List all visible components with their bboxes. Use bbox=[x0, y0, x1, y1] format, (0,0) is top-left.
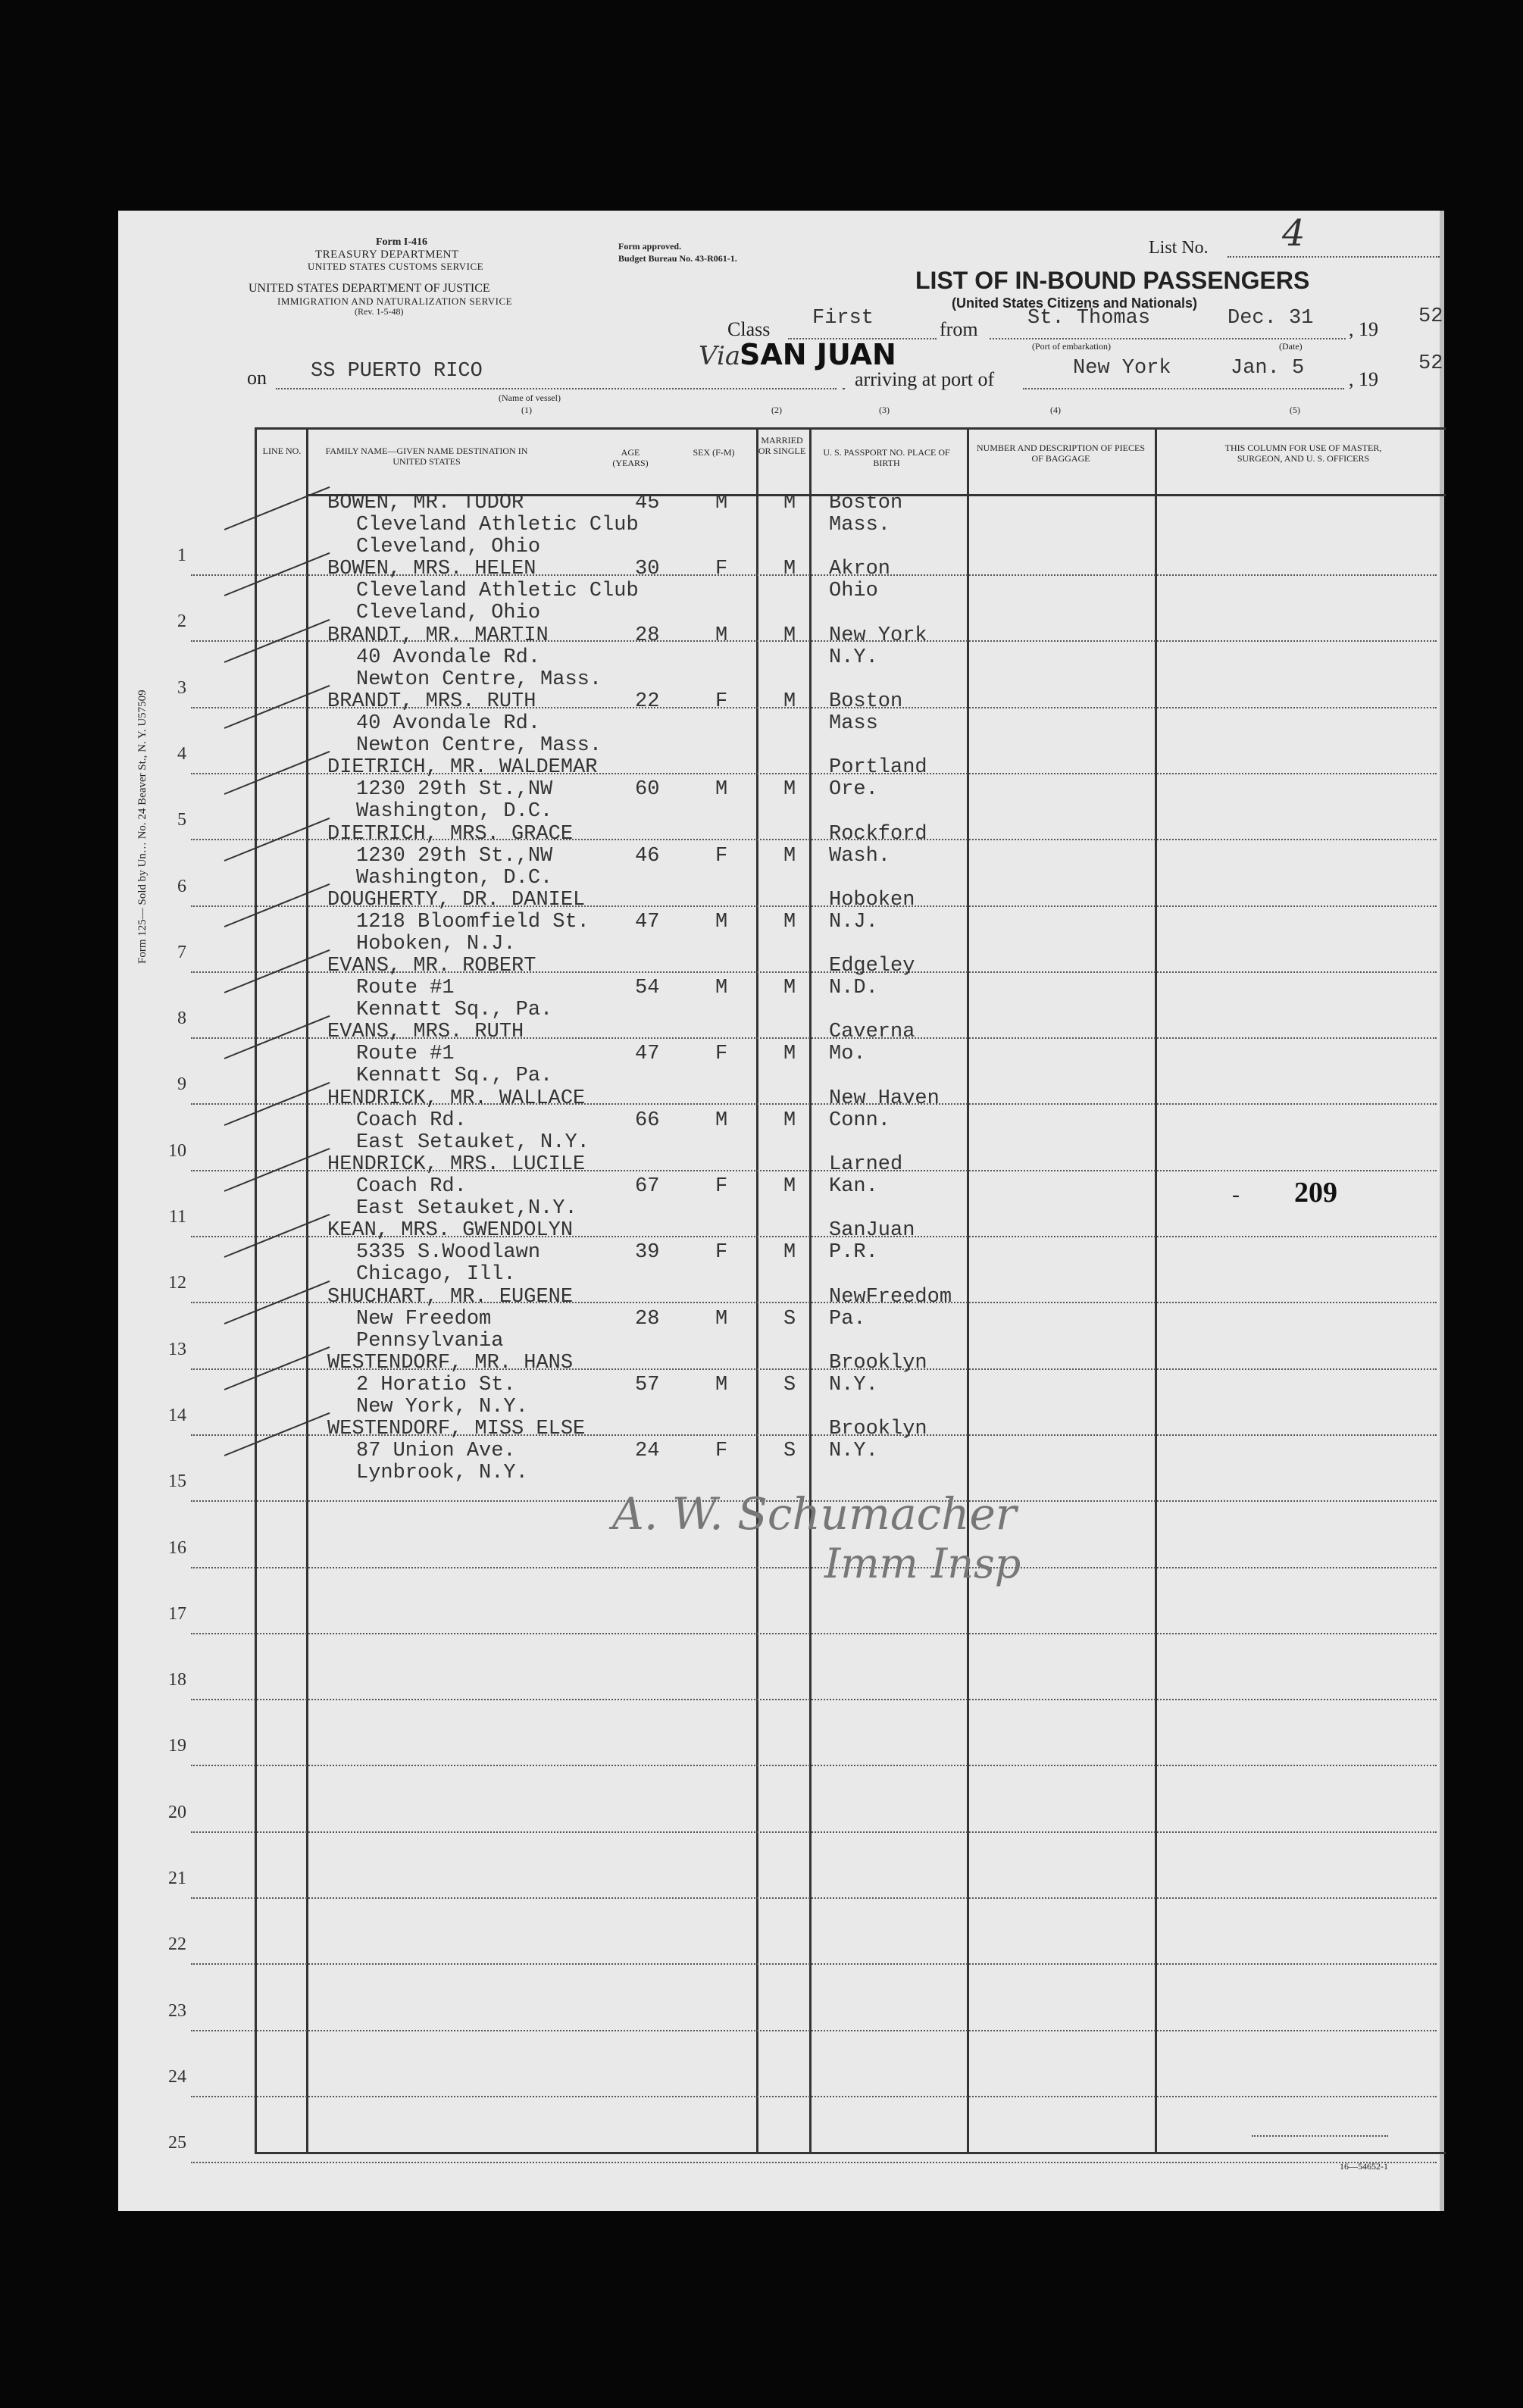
row-divider bbox=[191, 2030, 1437, 2031]
col-divider-officers bbox=[1155, 427, 1157, 2153]
footer-dots bbox=[1252, 2135, 1388, 2137]
line-number: 1 bbox=[177, 546, 186, 565]
passenger-age: 24 bbox=[635, 1440, 660, 1463]
arrival-year-prefix: , 19 bbox=[1349, 368, 1378, 390]
passenger-address-1: 5335 S.Woodlawn bbox=[356, 1241, 541, 1265]
col-divider-married bbox=[756, 427, 758, 2153]
passenger-name: HENDRICK, MRS. LUCILE bbox=[327, 1153, 586, 1176]
row-divider bbox=[191, 1831, 1437, 1833]
passenger-marital-status: M bbox=[783, 558, 796, 581]
class-value: First bbox=[812, 307, 874, 330]
vessel-dots bbox=[276, 388, 837, 389]
ins-service: IMMIGRATION AND NATURALIZATION SERVICE bbox=[277, 296, 513, 307]
passenger-sex: M bbox=[715, 910, 728, 933]
row-divider bbox=[191, 2096, 1437, 2097]
passenger-sex: M bbox=[715, 1109, 728, 1132]
passenger-address-2: Washington, D.C. bbox=[356, 866, 553, 890]
justice-department: UNITED STATES DEPARTMENT OF JUSTICE bbox=[249, 282, 490, 295]
line-number: 9 bbox=[177, 1074, 186, 1095]
col-header-line: LINE NO. bbox=[262, 446, 302, 456]
column-number-5: (5) bbox=[1290, 405, 1300, 415]
passenger-sex: M bbox=[715, 778, 728, 802]
line-number: 2 bbox=[177, 611, 186, 632]
vessel-caption: (Name of vessel) bbox=[499, 392, 561, 403]
from-label: from bbox=[940, 318, 978, 340]
san-juan-stamp: SAN JUAN bbox=[740, 338, 896, 371]
passenger-birthplace: New York bbox=[829, 624, 927, 647]
from-date: Dec. 31 bbox=[1227, 307, 1314, 330]
passenger-marital-status: S bbox=[783, 1373, 796, 1396]
table-top-border bbox=[255, 427, 1446, 430]
passenger-name: DIETRICH, MRS. GRACE bbox=[327, 822, 574, 846]
passenger-address-1: 2 Horatio St. bbox=[356, 1373, 516, 1396]
passenger-name: BRANDT, MRS. RUTH bbox=[327, 690, 536, 713]
arriving-label: arriving at port of bbox=[855, 368, 995, 390]
passenger-marital-status: M bbox=[783, 910, 796, 933]
passenger-birthplace: Akron bbox=[829, 558, 891, 581]
passenger-birthplace: Portland bbox=[829, 756, 927, 780]
passenger-address-1: Route #1 bbox=[356, 1043, 455, 1066]
passenger-marital-status: S bbox=[783, 1307, 796, 1331]
passenger-address-2: Kennatt Sq., Pa. bbox=[356, 999, 553, 1022]
passenger-age: 22 bbox=[635, 690, 660, 713]
line-number: 18 bbox=[168, 1670, 186, 1690]
port-embarkation-caption: (Port of embarkation) bbox=[1032, 341, 1111, 352]
passenger-name: BOWEN, MR. TUDOR bbox=[327, 492, 524, 514]
passenger-name: WESTENDORF, MR. HANS bbox=[327, 1351, 574, 1374]
line-number: 3 bbox=[177, 677, 186, 698]
passenger-name: SHUCHART, MR. EUGENE bbox=[327, 1285, 574, 1309]
line-number: 10 bbox=[168, 1140, 186, 1161]
row-divider bbox=[191, 2162, 1437, 2163]
passenger-birthplace-state: Mass. bbox=[829, 514, 891, 536]
annotation-209: 209 bbox=[1294, 1177, 1337, 1209]
arrival-date: Jan. 5 bbox=[1231, 357, 1305, 380]
col-header-officers: THIS COLUMN FOR USE OF MASTER, SURGEON, AND U. S. OFFICERS bbox=[1224, 443, 1382, 464]
passenger-birthplace: NewFreedom bbox=[829, 1285, 952, 1309]
row-divider bbox=[191, 1963, 1437, 1965]
table-left-border bbox=[255, 427, 257, 2153]
passenger-birthplace-state: N.J. bbox=[829, 910, 878, 933]
passenger-sex: M bbox=[715, 1307, 728, 1331]
passenger-address-1: 1230 29th St.,NW bbox=[356, 778, 553, 802]
inspector-signature: A. W. Schumacher bbox=[612, 1488, 1017, 1540]
revision-date: (Rev. 1-5-48) bbox=[355, 306, 404, 317]
manifest-sheet bbox=[118, 211, 1444, 2211]
passenger-address-1: Route #1 bbox=[356, 977, 455, 1000]
passenger-address-1: 40 Avondale Rd. bbox=[356, 646, 541, 669]
annotation-dash: - bbox=[1232, 1182, 1240, 1207]
passenger-birthplace-state: Ore. bbox=[829, 778, 878, 802]
passenger-birthplace: Brooklyn bbox=[829, 1351, 927, 1374]
row-divider bbox=[191, 1765, 1437, 1766]
passenger-sex: F bbox=[715, 558, 728, 581]
passenger-birthplace-state: Mo. bbox=[829, 1043, 866, 1066]
column-number-4: (4) bbox=[1050, 405, 1061, 415]
passenger-age: 60 bbox=[635, 778, 660, 802]
passenger-birthplace: Larned bbox=[829, 1153, 903, 1176]
line-number: 23 bbox=[168, 2000, 186, 2021]
passenger-birthplace-state: P.R. bbox=[829, 1241, 878, 1265]
passenger-address-1: Cleveland Athletic Club bbox=[356, 514, 639, 536]
year-prefix: 19 bbox=[1359, 368, 1378, 390]
passenger-name: EVANS, MR. ROBERT bbox=[327, 955, 536, 978]
passenger-age: 67 bbox=[635, 1175, 660, 1198]
on-label: on bbox=[247, 367, 267, 389]
passenger-address-1: Coach Rd. bbox=[356, 1109, 467, 1132]
col-header-name: FAMILY NAME—GIVEN NAME DESTINATION IN UNITED STATES bbox=[325, 446, 528, 467]
passenger-age: 46 bbox=[635, 844, 660, 868]
passenger-marital-status: M bbox=[783, 1241, 796, 1265]
passenger-birthplace-state: Pa. bbox=[829, 1307, 866, 1331]
passenger-birthplace: New Haven bbox=[829, 1087, 940, 1110]
passenger-age: 28 bbox=[635, 624, 660, 647]
passenger-birthplace-state: N.Y. bbox=[829, 1440, 878, 1463]
line-number: 7 bbox=[177, 942, 186, 962]
passenger-age: 57 bbox=[635, 1373, 660, 1396]
passenger-sex: M bbox=[715, 977, 728, 1000]
from-value: St. Thomas bbox=[1027, 307, 1151, 330]
passenger-marital-status: M bbox=[783, 690, 796, 713]
passenger-birthplace: Hoboken bbox=[829, 888, 915, 912]
list-no-dots bbox=[1227, 256, 1440, 258]
treasury-department: TREASURY DEPARTMENT bbox=[315, 249, 459, 261]
passenger-name: KEAN, MRS. GWENDOLYN bbox=[327, 1219, 574, 1243]
passenger-name: WESTENDORF, MISS ELSE bbox=[327, 1418, 586, 1441]
arrival-dots bbox=[1023, 388, 1344, 389]
passenger-address-1: Coach Rd. bbox=[356, 1175, 467, 1198]
passenger-birthplace: SanJuan bbox=[829, 1219, 915, 1243]
col-header-passport: U. S. PASSPORT NO. PLACE OF BIRTH bbox=[823, 447, 950, 468]
passenger-address-1: New Freedom bbox=[356, 1307, 492, 1331]
line-number: 16 bbox=[168, 1537, 186, 1558]
passenger-name: HENDRICK, MR. WALLACE bbox=[327, 1087, 586, 1110]
passenger-age: 39 bbox=[635, 1241, 660, 1265]
passenger-birthplace: Boston bbox=[829, 492, 903, 514]
passenger-sex: F bbox=[715, 844, 728, 868]
line-number: 5 bbox=[177, 810, 186, 830]
manifest-title: LIST OF IN-BOUND PASSENGERS bbox=[915, 267, 1310, 294]
passenger-address-2: Chicago, Ill. bbox=[356, 1263, 516, 1287]
passenger-birthplace: Boston bbox=[829, 690, 903, 713]
line-number: 15 bbox=[168, 1471, 186, 1492]
passenger-marital-status: M bbox=[783, 1175, 796, 1198]
line-number: 14 bbox=[168, 1405, 186, 1425]
col-divider-passport bbox=[809, 427, 812, 2153]
passenger-sex: F bbox=[715, 1043, 728, 1066]
passenger-age: 47 bbox=[635, 1043, 660, 1066]
passenger-birthplace-state: N.Y. bbox=[829, 646, 878, 669]
form-number: Form I-416 bbox=[376, 236, 428, 248]
row-divider bbox=[191, 1633, 1437, 1634]
passenger-address-2: East Setauket,N.Y. bbox=[356, 1197, 577, 1220]
budget-bureau: Budget Bureau No. 43-R061-1. bbox=[618, 253, 737, 264]
line-number: 12 bbox=[168, 1273, 186, 1293]
passenger-age: 54 bbox=[635, 977, 660, 1000]
passenger-name: BOWEN, MRS. HELEN bbox=[327, 558, 536, 581]
margin-print-text: Form 125— Sold by Un… No. 24 Beaver St., N. Y. U57509 bbox=[136, 690, 149, 964]
passenger-address-1: Cleveland Athletic Club bbox=[356, 580, 639, 603]
arrival-year: 52 bbox=[1418, 352, 1443, 375]
vessel-name: SS PUERTO RICO bbox=[311, 360, 483, 383]
passenger-birthplace-state: Wash. bbox=[829, 844, 891, 868]
passenger-birthplace-state: N.D. bbox=[829, 977, 878, 1000]
line-number: 24 bbox=[168, 2066, 186, 2087]
footer-code: 16—54652-1 bbox=[1340, 2161, 1388, 2172]
passenger-sex: M bbox=[715, 624, 728, 647]
table-bottom-border bbox=[255, 2152, 1446, 2154]
passenger-address-2: Kennatt Sq., Pa. bbox=[356, 1065, 553, 1088]
passenger-marital-status: M bbox=[783, 492, 796, 514]
manifest-subtitle: (United States Citizens and Nationals) bbox=[952, 296, 1198, 311]
row-divider bbox=[191, 1567, 1437, 1568]
list-no-value: 4 bbox=[1282, 212, 1306, 255]
passenger-birthplace: Edgeley bbox=[829, 955, 915, 978]
passenger-marital-status: S bbox=[783, 1440, 796, 1463]
from-year-prefix: , 19 bbox=[1349, 318, 1378, 340]
line-number: 6 bbox=[177, 876, 186, 896]
passenger-address-2: Newton Centre, Mass. bbox=[356, 733, 602, 757]
line-number: 17 bbox=[168, 1603, 186, 1624]
passenger-age: 47 bbox=[635, 910, 660, 933]
column-number-1: (1) bbox=[521, 405, 532, 415]
passenger-birthplace-state: Kan. bbox=[829, 1175, 878, 1198]
line-number: 22 bbox=[168, 1934, 186, 1955]
list-no-label: List No. bbox=[1149, 238, 1209, 258]
col-header-married: MARRIED OR SINGLE bbox=[758, 435, 806, 456]
passenger-address-2: New York, N.Y. bbox=[356, 1395, 528, 1418]
passenger-sex: F bbox=[715, 1440, 728, 1463]
line-number: 8 bbox=[177, 1009, 186, 1029]
form-approved: Form approved. bbox=[618, 241, 682, 252]
passenger-name: DOUGHERTY, DR. DANIEL bbox=[327, 888, 586, 912]
from-year: 52 bbox=[1418, 305, 1443, 328]
row-divider bbox=[191, 1699, 1437, 1700]
line-number: 4 bbox=[177, 743, 186, 764]
arrival-port: New York bbox=[1073, 357, 1171, 380]
passenger-birthplace-state: N.Y. bbox=[829, 1373, 878, 1396]
col-header-baggage: NUMBER AND DESCRIPTION OF PIECES OF BAGGAGE bbox=[976, 443, 1146, 464]
passenger-marital-status: M bbox=[783, 977, 796, 1000]
passenger-birthplace-state: Mass bbox=[829, 711, 878, 735]
passenger-age: 66 bbox=[635, 1109, 660, 1132]
line-number: 13 bbox=[168, 1339, 186, 1359]
passenger-birthplace: Rockford bbox=[829, 822, 927, 846]
passenger-address-2: Cleveland, Ohio bbox=[356, 536, 541, 558]
passenger-birthplace-state: Ohio bbox=[829, 580, 878, 603]
passenger-age: 28 bbox=[635, 1307, 660, 1331]
col-divider-baggage bbox=[967, 427, 969, 2153]
class-label: Class bbox=[727, 318, 771, 340]
passenger-sex: F bbox=[715, 1241, 728, 1265]
passenger-marital-status: M bbox=[783, 624, 796, 647]
passenger-address-2: Newton Centre, Mass. bbox=[356, 668, 602, 691]
passenger-birthplace-state: Conn. bbox=[829, 1109, 891, 1132]
passenger-marital-status: M bbox=[783, 1043, 796, 1066]
date-caption: (Date) bbox=[1279, 341, 1303, 352]
passenger-address-2: East Setauket, N.Y. bbox=[356, 1131, 589, 1154]
passenger-birthplace: Brooklyn bbox=[829, 1418, 927, 1441]
passenger-address-1: 87 Union Ave. bbox=[356, 1440, 516, 1463]
passenger-name: EVANS, MRS. RUTH bbox=[327, 1021, 524, 1044]
inspector-title: Imm Insp bbox=[824, 1540, 1021, 1587]
col-header-sex: SEX (F-M) bbox=[693, 447, 735, 458]
passenger-age: 45 bbox=[635, 492, 660, 514]
passenger-sex: F bbox=[715, 1175, 728, 1198]
passenger-address-2: Washington, D.C. bbox=[356, 800, 553, 824]
passenger-address-2: Hoboken, N.J. bbox=[356, 932, 516, 955]
passenger-birthplace: Caverna bbox=[829, 1021, 915, 1044]
column-number-2: (2) bbox=[771, 405, 782, 415]
col-header-age: AGE (YEARS) bbox=[612, 447, 649, 468]
passenger-sex: M bbox=[715, 492, 728, 514]
passenger-address-1: 1230 29th St.,NW bbox=[356, 844, 553, 868]
passenger-name: DIETRICH, MR. WALDEMAR bbox=[327, 756, 598, 780]
passenger-marital-status: M bbox=[783, 844, 796, 868]
passenger-address-1: 1218 Bloomfield St. bbox=[356, 910, 589, 933]
line-number: 25 bbox=[168, 2133, 186, 2153]
passenger-name: BRANDT, MR. MARTIN bbox=[327, 624, 549, 647]
passenger-age: 30 bbox=[635, 558, 660, 581]
passenger-marital-status: M bbox=[783, 1109, 796, 1132]
passenger-sex: F bbox=[715, 690, 728, 713]
line-number: 20 bbox=[168, 1802, 186, 1822]
column-number-3: (3) bbox=[879, 405, 890, 415]
line-number: 11 bbox=[168, 1207, 186, 1227]
passenger-sex: M bbox=[715, 1373, 728, 1396]
from-dots bbox=[990, 338, 1346, 339]
customs-service: UNITED STATES CUSTOMS SERVICE bbox=[308, 261, 484, 272]
passenger-address-2: Cleveland, Ohio bbox=[356, 602, 541, 625]
via-stamp: Via bbox=[699, 341, 741, 371]
passenger-address-1: 40 Avondale Rd. bbox=[356, 711, 541, 735]
passenger-marital-status: M bbox=[783, 778, 796, 802]
line-number: 21 bbox=[168, 1869, 186, 1888]
passenger-address-2: Lynbrook, N.Y. bbox=[356, 1462, 528, 1485]
line-number: 19 bbox=[168, 1736, 186, 1756]
passenger-address-2: Pennsylvania bbox=[356, 1329, 504, 1353]
year-prefix: 19 bbox=[1359, 318, 1378, 340]
row-divider bbox=[191, 1897, 1437, 1899]
